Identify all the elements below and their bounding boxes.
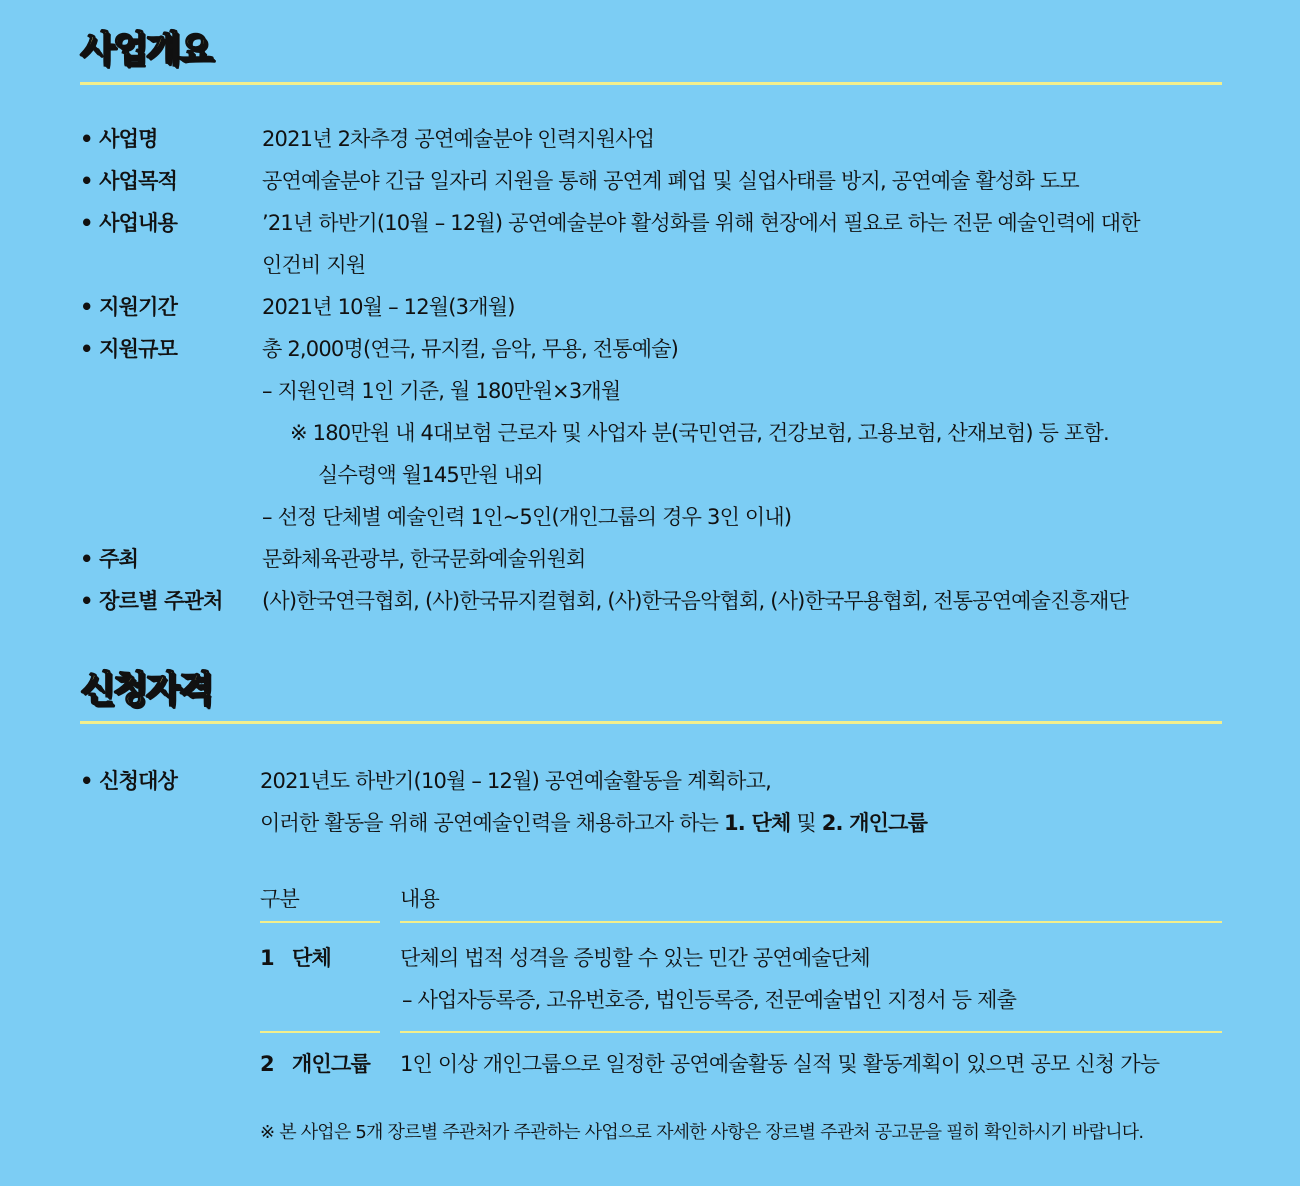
row-number: 2 [260, 1052, 274, 1076]
bullet: • [80, 211, 93, 235]
overview-row-host [80, 538, 1230, 580]
bullet: • [80, 547, 93, 571]
table-row [260, 1033, 1222, 1085]
overview-row-content [80, 202, 1230, 286]
section-title-eligibility: 신청자격 [80, 669, 212, 710]
eligibility-target [80, 760, 1230, 844]
row-number: 1 [260, 946, 274, 970]
row-value: (사)한국연극협회, (사)한국뮤지컬협회, (사)한국음악협회, (사)한국무용협회, 전통공연예술진흥재단 [262, 589, 1129, 613]
row-label: 신청대상 [99, 769, 178, 793]
footnote: ※ 본 사업은 5개 장르별 주관처가 주관하는 사업으로 자세한 사항은 장르별 주관처 공고문을 필히 확인하시기 바랍니다. [260, 1122, 1144, 1143]
row-value: – 선정 단체별 예술인력 1인~5인(개인그룹의 경우 3인 이내) [262, 505, 792, 529]
target-line: 이러한 활동을 위해 공연예술인력을 채용하고자 하는 1. 단체 및 2. 개인그룹 [260, 811, 928, 835]
overview-row-period [80, 286, 1230, 328]
table-row [260, 923, 1222, 1031]
row-label: 사업내용 [99, 211, 178, 235]
bullet: • [80, 769, 93, 793]
overview-row-organizers [80, 580, 1230, 622]
row-value: – 지원인력 1인 기준, 월 180만원×3개월 [262, 379, 621, 403]
overview-row-name [80, 118, 1230, 160]
header-col-content: 내용 [400, 887, 439, 911]
bullet: • [80, 589, 93, 613]
row-label: 사업명 [99, 127, 158, 151]
row-label: 장르별 주관처 [99, 589, 223, 613]
bullet: • [80, 169, 93, 193]
row-label: 지원규모 [99, 337, 178, 361]
row-category: 단체 [292, 946, 331, 970]
row-label: 주최 [99, 547, 139, 571]
table-header [260, 875, 1222, 921]
row-category: 개인그룹 [292, 1052, 370, 1076]
target-line: 2021년도 하반기(10월 – 12월) 공연예술활동을 계획하고, [260, 769, 771, 793]
row-value: 공연예술분야 긴급 일자리 지원을 통해 공연계 폐업 및 실업사태를 방지, 공연예술 활성화 도모 [262, 169, 1079, 193]
row-value: 2021년 2차추경 공연예술분야 인력지원사업 [262, 127, 655, 151]
row-content: 1인 이상 개인그룹으로 일정한 공연예술활동 실적 및 활동계획이 있으면 공모 신청 가능 [400, 1052, 1160, 1076]
bullet: • [80, 127, 93, 151]
row-value: ’21년 하반기(10월 – 12월) 공연예술분야 활성화를 위해 현장에서 필요로 하는 전문 예술인력에 대한 [262, 211, 1140, 235]
row-label: 지원기간 [99, 295, 178, 319]
row-value: 문화체육관광부, 한국문화예술위원회 [262, 547, 586, 571]
row-value: 인건비 지원 [262, 253, 366, 277]
overview-list [80, 118, 1230, 622]
row-value: ※ 180만원 내 4대보험 근로자 및 사업자 분(국민연금, 건강보험, 고용보험, 산재보험) 등 포함. [290, 421, 1109, 445]
overview-row-purpose [80, 160, 1230, 202]
row-label: 사업목적 [99, 169, 178, 193]
row-content: 단체의 법적 성격을 증빙할 수 있는 민간 공연예술단체 [400, 946, 870, 970]
section-title-overview: 사업개요 [80, 29, 212, 70]
row-value: 총 2,000명(연극, 뮤지컬, 음악, 무용, 전통예술) [262, 337, 679, 361]
section-rule [80, 82, 1222, 85]
bullet: • [80, 337, 93, 361]
section-rule [80, 721, 1222, 724]
row-value: 실수령액 월145만원 내외 [318, 463, 543, 487]
row-value: 2021년 10월 – 12월(3개월) [262, 295, 515, 319]
header-col-category: 구분 [260, 887, 299, 911]
row-content: – 사업자등록증, 고유번호증, 법인등록증, 전문예술법인 지정서 등 제출 [402, 988, 1017, 1012]
overview-row-scale [80, 328, 1230, 538]
bullet: • [80, 295, 93, 319]
eligibility-table [260, 875, 1222, 1085]
